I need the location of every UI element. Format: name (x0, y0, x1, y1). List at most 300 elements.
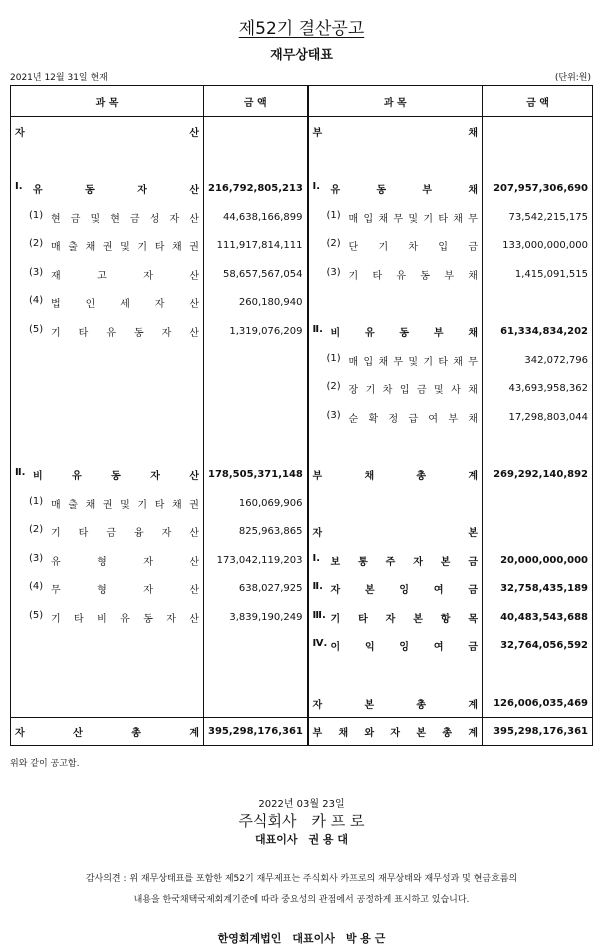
table-row (11, 603, 593, 632)
label-char: 사 (451, 385, 461, 397)
amount-left (204, 660, 308, 689)
account-right (308, 346, 483, 375)
amount-right (483, 117, 593, 146)
label-char: 무 (393, 213, 404, 225)
account-number: Ⅱ. (15, 466, 26, 478)
account-left (11, 146, 204, 175)
account-number: (1) (29, 209, 44, 221)
account-number: (5) (29, 609, 44, 621)
label-char: 동 (85, 184, 95, 196)
account-number: Ⅰ. (15, 180, 23, 192)
account-left (11, 403, 204, 432)
label-char: 본 (416, 728, 427, 740)
account-number: (2) (29, 524, 44, 536)
amount-right (483, 432, 593, 461)
label-char: 부 (444, 270, 454, 282)
account-left (11, 174, 204, 203)
label-char: 채 (468, 184, 478, 196)
label-char: 매 (348, 213, 359, 225)
audit-opinion-line-2: 내용을 한국채택국제회계기준에 따라 중요성의 관점에서 공정하게 표시하고 있습니다. (133, 895, 470, 905)
account-right (308, 517, 483, 546)
label-char: 유 (330, 184, 341, 196)
label-char: 총 (416, 470, 427, 482)
label-char: 채 (378, 356, 389, 368)
label-char: 타 (372, 270, 383, 282)
amount-left: 825,963,865 (204, 517, 308, 546)
label-char: 통 (358, 556, 368, 568)
label-char: 계 (468, 728, 478, 740)
label-char: 매 (51, 242, 61, 254)
label-char: 부 (448, 413, 459, 425)
label-char: 유 (120, 613, 130, 625)
label-char: 및 (90, 213, 101, 225)
label-char: 동 (376, 184, 387, 196)
account-label (313, 467, 479, 482)
table-row (11, 460, 593, 489)
label-char: 성 (149, 213, 160, 225)
amount-right: 73,542,215,175 (508, 211, 588, 223)
table-row (11, 575, 593, 604)
label-char: 본 (364, 585, 375, 597)
amount-right: 20,000,000,000 (500, 554, 588, 566)
totals-row (11, 718, 593, 746)
account-number: (4) (29, 581, 44, 593)
label-char: 채 (468, 270, 478, 282)
amount-right (483, 489, 593, 518)
account-label (33, 467, 199, 482)
account-number: (3) (29, 552, 44, 564)
table-row (11, 289, 593, 318)
label-char: 본 (413, 613, 423, 625)
amount-right: 61,334,834,202 (500, 325, 588, 337)
table-row (11, 546, 593, 575)
label-char: 항 (440, 613, 451, 625)
account-label (349, 410, 479, 425)
label-char: 타 (74, 613, 84, 625)
account-label (51, 267, 199, 282)
account-label (331, 638, 479, 653)
label-char: 여 (428, 413, 439, 425)
label-char: 잉 (399, 642, 410, 654)
account-number: (4) (29, 295, 44, 307)
table-header-row (11, 86, 593, 117)
label-char: 장 (348, 385, 359, 397)
label-char: 자 (390, 728, 401, 740)
label-char: 자 (15, 127, 25, 139)
account-label (51, 553, 199, 568)
account-number: (1) (326, 209, 341, 221)
label-char: 기 (51, 327, 61, 339)
label-char: 산 (189, 184, 199, 196)
account-label (33, 181, 199, 196)
account-number: (3) (326, 266, 341, 278)
label-char: 기 (137, 499, 148, 511)
label-char: 산 (189, 585, 199, 597)
label-char: 채 (338, 728, 349, 740)
label-char: 법 (51, 299, 61, 311)
label-char: 정 (388, 413, 399, 425)
ceo-name: 대표이사 권 용 대 (254, 833, 349, 846)
amount-left: 111,917,814,111 (204, 231, 308, 260)
table-row (11, 374, 593, 403)
label-char: 와 (364, 728, 375, 740)
label-char: 금 (130, 213, 140, 225)
table-row (11, 174, 593, 203)
label-char: 확 (368, 413, 379, 425)
amount-left: 638,027,925 (204, 575, 308, 604)
amount-right (483, 289, 593, 318)
label-char: 형 (97, 556, 107, 568)
label-char: 채 (378, 213, 389, 225)
label-char: 부 (312, 127, 323, 139)
account-right (308, 374, 483, 403)
amount-left (204, 632, 308, 661)
account-right (308, 146, 483, 175)
header-account-right: 과 목 (308, 86, 483, 117)
account-left (11, 689, 204, 718)
label-char: 부 (312, 470, 323, 482)
account-number: Ⅰ. (312, 180, 321, 192)
account-label (349, 210, 479, 225)
amount-left: 160,069,906 (204, 489, 308, 518)
label-char: 매 (51, 499, 61, 511)
audit-opinion-line-1: 감사의견 : 위 재무상태표를 포함한 제52기 재무제표는 주식회사 카프로의 재무상태와 재무성과 및 현금흐름의 (85, 874, 518, 884)
label-char: 재 (51, 270, 61, 282)
label-char: 총 (131, 728, 141, 740)
table-row (11, 346, 593, 375)
account-left (11, 346, 204, 375)
account-number: Ⅱ. (312, 581, 323, 593)
amount-left (204, 346, 308, 375)
label-char: 및 (408, 356, 419, 368)
amount-left: 216,792,805,213 (204, 174, 308, 203)
label-char: 산 (189, 327, 199, 339)
account-right (308, 546, 483, 575)
table-row (11, 632, 593, 661)
label-char: 부 (312, 728, 323, 740)
label-char: 현 (51, 213, 61, 225)
label-char: 순 (348, 413, 359, 425)
amount-right: 207,957,306,690 (493, 182, 588, 194)
unit-label: (단위:원) (554, 73, 591, 83)
company-name: 주식회사 카 프 로 (238, 812, 365, 830)
amount-right (483, 660, 593, 689)
label-char: 주 (385, 556, 396, 568)
label-char: 자 (166, 613, 176, 625)
label-char: 부 (433, 327, 444, 339)
account-left (11, 374, 204, 403)
account-label (313, 524, 479, 539)
label-char: 익 (364, 642, 375, 654)
amount-right: 126,006,035,469 (493, 697, 588, 709)
header-amount-right: 금 액 (483, 86, 593, 117)
table-row (11, 203, 593, 232)
account-label (331, 181, 479, 196)
account-label (331, 610, 479, 625)
statement-date: 2021년 12월 31일 현재 (10, 73, 108, 83)
notice-date: 2022년 03월 23일 (258, 799, 345, 810)
label-char: 타 (78, 528, 89, 540)
label-char: 출 (68, 242, 78, 254)
table-row (11, 117, 593, 146)
amount-left (204, 403, 308, 432)
label-char: 채 (453, 356, 463, 368)
label-char: 총 (442, 728, 453, 740)
label-char: 타 (154, 499, 165, 511)
account-left (11, 117, 204, 146)
account-label (331, 553, 479, 568)
account-number: Ⅱ. (312, 323, 323, 335)
account-left (11, 546, 204, 575)
label-char: 비 (97, 613, 107, 625)
account-number: (2) (326, 238, 341, 250)
label-char: 무 (468, 213, 478, 225)
label-char: 산 (189, 528, 199, 540)
label-char: 무 (51, 585, 61, 597)
amount-right: 32,764,056,592 (500, 640, 588, 652)
label-char: 기 (423, 356, 434, 368)
account-left (11, 432, 204, 461)
table-row (11, 260, 593, 289)
table-row (11, 146, 593, 175)
account-label (51, 610, 199, 625)
label-char: 산 (189, 270, 199, 282)
label-char: 동 (133, 327, 144, 339)
account-right (308, 260, 483, 289)
label-char: 기 (51, 528, 61, 540)
account-number: (5) (29, 323, 44, 335)
account-number: (1) (326, 352, 341, 364)
label-char: 기 (423, 213, 434, 225)
label-char: 매 (348, 356, 359, 368)
label-char: 자 (154, 299, 165, 311)
account-label (313, 696, 479, 711)
account-right (308, 689, 483, 718)
amount-right: 342,072,796 (524, 354, 588, 366)
amount-right: 32,758,435,189 (500, 583, 588, 595)
balance-sheet-table (10, 85, 593, 746)
account-number: (2) (29, 238, 44, 250)
amount-right: 1,415,091,515 (514, 268, 588, 280)
account-label (349, 353, 479, 368)
label-char: 금 (468, 242, 478, 254)
label-char: 금 (416, 385, 427, 397)
label-char: 기 (137, 242, 148, 254)
amount-right (483, 517, 593, 546)
account-label (349, 267, 479, 282)
account-label (51, 324, 199, 339)
label-char: 기 (365, 385, 376, 397)
table-row (11, 689, 593, 718)
notice-note: 위와 같이 공고함. (10, 759, 80, 769)
label-char: 계 (468, 699, 478, 711)
account-left (11, 289, 204, 318)
label-char: 차 (382, 385, 393, 397)
label-char: 본 (468, 528, 478, 540)
label-char: 자 (161, 327, 172, 339)
account-label (313, 724, 479, 739)
label-char: 자 (169, 213, 180, 225)
label-char: 이 (330, 642, 341, 654)
account-label (51, 238, 199, 253)
account-left (11, 260, 204, 289)
label-char: 기 (330, 613, 341, 625)
label-char: 차 (408, 242, 419, 254)
label-char: 자 (330, 585, 341, 597)
amount-right: 43,693,958,362 (508, 383, 588, 395)
label-char: 기 (51, 613, 61, 625)
label-char: 자 (150, 470, 160, 482)
label-char: 본 (440, 556, 451, 568)
auditor-name: 한영회계법인 대표이사 박 용 근 (217, 932, 386, 945)
table-row (11, 231, 593, 260)
label-char: 여 (433, 585, 444, 597)
label-char: 입 (399, 385, 410, 397)
amount-right: 17,298,803,044 (508, 411, 588, 423)
amount-left: 173,042,119,203 (204, 546, 308, 575)
label-char: 채 (453, 213, 463, 225)
account-right (308, 231, 483, 260)
label-char: 무 (468, 356, 478, 368)
amount-right: 133,000,000,000 (502, 240, 588, 252)
account-right (308, 289, 483, 318)
account-number: (3) (326, 409, 341, 421)
account-label (15, 124, 199, 139)
label-char: 인 (85, 299, 96, 311)
label-char: 및 (408, 213, 419, 225)
label-char: 동 (420, 270, 431, 282)
label-char: 유 (396, 270, 407, 282)
label-char: 기 (378, 242, 389, 254)
table-row (11, 432, 593, 461)
label-char: 본 (364, 699, 375, 711)
account-right (308, 203, 483, 232)
label-char: 산 (189, 556, 199, 568)
label-char: 형 (97, 585, 107, 597)
label-char: 및 (120, 242, 130, 254)
table-row (11, 660, 593, 689)
label-char: 채 (468, 327, 478, 339)
account-left (11, 517, 204, 546)
label-char: 목 (468, 613, 478, 625)
label-char: 권 (189, 499, 199, 511)
label-char: 유 (364, 327, 375, 339)
amount-left (204, 374, 308, 403)
label-char: 입 (363, 356, 374, 368)
amount-right: 40,483,543,688 (500, 611, 588, 623)
table-row (11, 317, 593, 346)
amount-left: 260,180,940 (204, 289, 308, 318)
account-left (11, 603, 204, 632)
label-char: 산 (189, 470, 199, 482)
label-char: 동 (143, 613, 153, 625)
label-char: 금 (468, 642, 478, 654)
account-label (51, 581, 199, 596)
label-char: 비 (330, 327, 341, 339)
label-char: 자 (161, 528, 172, 540)
label-char: 산 (73, 728, 83, 740)
amount-right: 269,292,140,892 (493, 468, 588, 480)
label-char: 권 (189, 242, 199, 254)
account-label (51, 524, 199, 539)
amount-left (204, 146, 308, 175)
label-char: 자 (143, 556, 153, 568)
label-char: 기 (348, 270, 359, 282)
label-char: 산 (189, 613, 199, 625)
account-left (11, 632, 204, 661)
account-right (308, 632, 483, 661)
label-char: 세 (120, 299, 130, 311)
account-left (11, 489, 204, 518)
label-char: 잉 (399, 585, 410, 597)
label-char: 부 (422, 184, 433, 196)
amount-right: 395,298,176,361 (483, 718, 593, 746)
account-number: Ⅳ. (312, 638, 328, 650)
account-label (349, 381, 479, 396)
label-char: 채 (364, 470, 375, 482)
account-left (11, 718, 204, 746)
account-right (308, 603, 483, 632)
account-right (308, 317, 483, 346)
account-right (308, 489, 483, 518)
account-left (11, 317, 204, 346)
label-char: 자 (143, 585, 153, 597)
amount-left: 44,638,166,899 (204, 203, 308, 232)
account-number: (1) (29, 495, 44, 507)
table-row (11, 489, 593, 518)
label-char: 비 (33, 470, 43, 482)
statement-title: 재무상태표 (270, 48, 333, 63)
table-row (11, 403, 593, 432)
account-right (308, 660, 483, 689)
amount-left: 178,505,371,148 (204, 460, 308, 489)
amount-left (204, 689, 308, 718)
label-char: 채 (171, 499, 182, 511)
label-char: 금 (468, 556, 478, 568)
header-account-left: 과 목 (11, 86, 204, 117)
label-char: 산 (189, 213, 199, 225)
account-right (308, 117, 483, 146)
label-char: 타 (154, 242, 165, 254)
label-char: 계 (468, 470, 478, 482)
account-left (11, 203, 204, 232)
label-char: 출 (68, 499, 78, 511)
account-right (308, 403, 483, 432)
account-label (51, 210, 199, 225)
label-char: 유 (33, 184, 43, 196)
label-char: 채 (85, 242, 96, 254)
label-char: 유 (51, 556, 61, 568)
account-left (11, 575, 204, 604)
account-label (331, 581, 479, 596)
label-char: 타 (438, 213, 448, 225)
account-label (331, 324, 479, 339)
account-number: (3) (29, 266, 44, 278)
label-char: 유 (106, 327, 116, 339)
label-char: 자 (143, 270, 153, 282)
label-char: 자 (137, 184, 147, 196)
notice-title: 제52기 결산공고 (238, 19, 365, 39)
label-char: 자 (15, 728, 25, 740)
label-char: 자 (312, 699, 323, 711)
label-char: 동 (399, 327, 410, 339)
account-label (15, 724, 199, 739)
label-char: 입 (363, 213, 374, 225)
label-char: 자 (312, 528, 323, 540)
account-right (308, 718, 483, 746)
account-number: Ⅲ. (312, 609, 326, 621)
label-char: 여 (433, 642, 444, 654)
